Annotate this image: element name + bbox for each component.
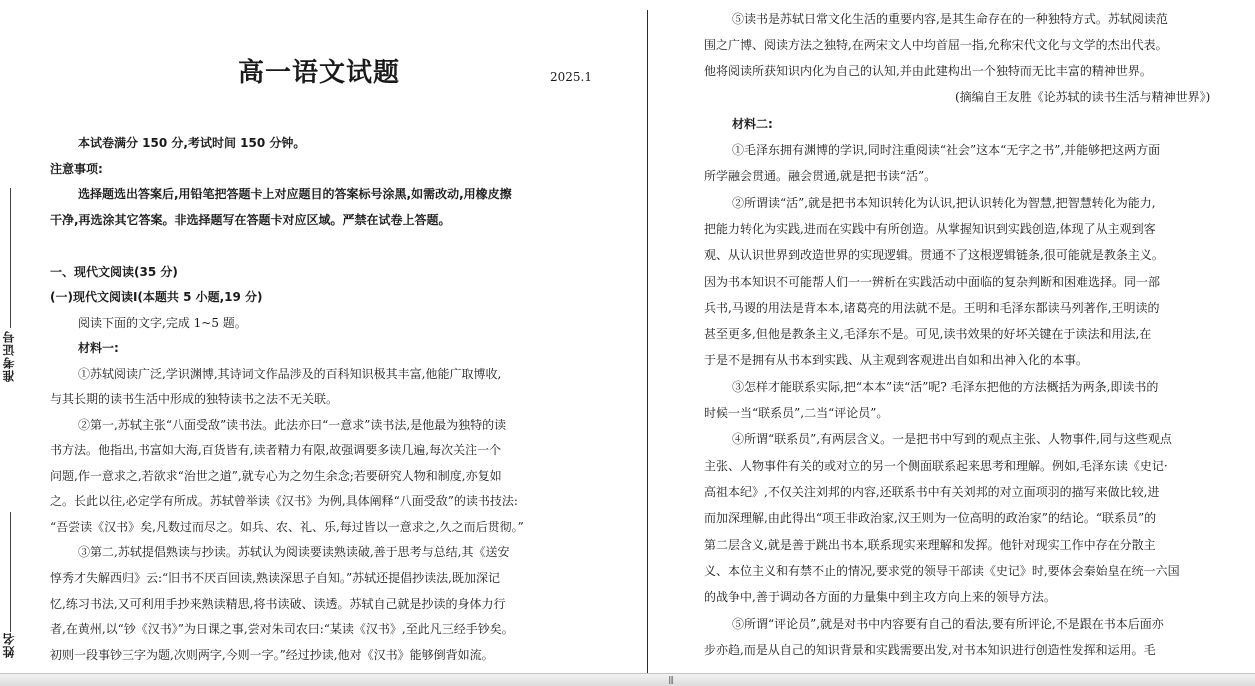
page-divider [647,10,648,673]
text-line: 所学融会贯通。融会贯通,就是把书读“活”。 [704,169,937,183]
notice-line: 干净,再选涂其它答案。非选择题写在答题卡对应区域。严禁在试卷上答题。 [50,213,451,227]
scrollbar-grip-icon[interactable]: ||| [668,675,674,684]
text-line: 的战争中,善于调动各方面的力量集中到主攻方向上来的领导方法。 [704,590,1056,604]
text-line: 义、本位主义和有禁不止的情况,要求党的领导干部读《史记》时,要体会秦始皇在统一六国 [704,564,1180,578]
score-line: 本试卷满分 150 分,考试时间 150 分钟。 [78,136,306,150]
name-label: 姓名 [2,632,16,658]
text-line: ⑤所谓“评论员”,就是对书中内容要有自己的看法,要有所评论,不是跟在书本后面亦 [732,617,1164,631]
text-line: ②第一,苏轼主张“八面受敌”读书法。此法亦曰“一意求”读书法,是他最为独特的读 [78,418,507,432]
text-line: 观、从认识世界到改造世界的实现逻辑。贯通不了这根逻辑链条,很可能就是教条主义。 [704,248,1164,262]
text-line: 而加深理解,由此得出“项王非政治家,汉王则为一位高明的政治家”的结论。“联系员”的 [704,511,1157,525]
exam-number-label: 准考证号 [2,330,16,382]
binding-divider [10,512,11,632]
exam-date: 2025.1 [550,70,592,84]
text-line: 于是不是拥有从书本到实践、从主观到客观进出自如和出神入化的本事。 [704,353,1089,367]
text-line: ①毛泽东拥有渊博的学识,同时注重阅读“社会”这本“无字之书”,并能够把这两方面 [732,143,1161,157]
section-heading: 一、现代文阅读(35 分) [50,265,178,279]
text-line: 忆,练习书法,又可利用手抄来熟读精思,将书读破、读透。苏轼自己就是抄读的身体力行 [50,597,506,611]
text-line: ①苏轼阅读广泛,学识渊博,其诗词文作品涉及的百科知识极其丰富,他能广取博收, [78,367,502,381]
text-line: ②所谓读“活”,就是把书本知识转化为认识,把认识转化为智慧,把智慧转化为能力, [732,196,1156,210]
text-line: 把能力转化为实践,进而在实践中有所创造。从掌握知识到实践创造,体现了从主观到客 [704,222,1156,236]
section-subheading: (一)现代文阅读Ⅰ(本题共 5 小题,19 分) [50,290,263,304]
text-line: 兵书,马谡的用法是背本本,诸葛亮的用法就不是。王明和毛泽东都读马列著作,王明读的 [704,301,1160,315]
text-line: ⑤读书是苏轼日常文化生活的重要内容,是其生命存在的一种独特方式。苏轼阅读范 [732,12,1168,26]
text-line: 惇秀才失解西归》云:“旧书不厌百回读,熟读深思子自知。”苏轼还提倡抄读法,既加深记 [50,571,500,585]
text-line: 步亦趋,而是从自己的知识背景和实践需要出发,对书本知识进行创造性发挥和运用。毛 [704,643,1156,657]
text-line: 者,在黄州,以“钞《汉书》”为日课之事,尝对朱司农曰:“某读《汉书》,至此凡三经手钞矣。 [50,622,514,636]
source-citation: (摘编自王友胜《论苏轼的读书生活与精神世界》) [955,90,1211,104]
material-heading: 材料二: [732,117,773,131]
reading-prompt: 阅读下面的文字,完成 1~5 题。 [78,316,247,330]
notice-line: 选择题选出答案后,用铅笔把答题卡上对应题目的答案标号涂黑,如需改动,用橡皮擦 [78,187,512,201]
material-heading: 材料一: [78,341,119,355]
text-line: “吾尝读《汉书》矣,凡数过而尽之。如兵、农、礼、乐,每过皆以一意求之,久之而后贯彻。” [50,520,524,534]
text-line: ③怎样才能联系实际,把“本本”读“活”呢? 毛泽东把他的方法概括为两条,即读书的 [732,380,1159,394]
text-line: 第二层含义,就是善于跳出书本,联系现实来理解和发挥。他针对现实工作中存在分散主 [704,538,1156,552]
right-page [650,0,1255,673]
text-line: ③第二,苏轼提倡熟读与抄读。苏轼认为阅读要读熟读破,善于思考与总结,其《送安 [78,545,510,559]
text-line: 书方法。他指出,书富如大海,百货皆有,读者精力有限,故强调要多读几遍,每次关注一个 [50,443,502,457]
text-line: 高祖本纪》,不仅关注刘邦的内容,还联系书中有关刘邦的对立面项羽的描写来做比较,进 [704,485,1160,499]
text-line: 围之广博、阅读方法之独特,在两宋文人中均首屈一指,允称宋代文化与文学的杰出代表。 [704,38,1168,52]
text-line: 与其长期的读书生活中形成的独特读书之法不无关联。 [50,392,339,406]
text-line: ④所谓“联系员”,有两层含义。一是把书中写到的观点主张、人物事件,同与这些观点 [732,432,1172,446]
text-line: 之。长此以往,必定学有所成。苏轼曾举读《汉书》为例,具体阐释“八面受敌”的读书技法: [50,494,518,508]
text-line: 时候一当“联系员”,二当“评论员”。 [704,406,889,420]
horizontal-scrollbar[interactable] [0,673,1255,686]
text-line: 初则一段事钞三字为题,次则两字,今则一字。”经过抄读,他对《汉书》能够倒背如流。 [50,648,494,662]
text-line: 因为书本知识不可能帮人们一一辨析在实践活动中面临的复杂判断和困难选择。同一部 [704,275,1161,289]
binding-divider [10,188,11,328]
text-line: 甚至更多,但他是教条主义,毛泽东不是。可见,读书效果的好坏关键在于读法和用法,在 [704,327,1152,341]
text-line: 他将阅读所获知识内化为自己的认知,并由此建构出一个独特而无比丰富的精神世界。 [704,64,1152,78]
page-title: 高一语文试题 [238,58,401,88]
notice-heading: 注意事项: [50,162,103,176]
text-line: 问题,作一意求之,若欲求“治世之道”,就专心为之勿生余念;若要研究人物和制度,亦复如 [50,469,502,483]
text-line: 主张、人物事件有关的或对立的另一个侧面联系起来思考和理解。例如,毛泽东读《史记· [704,459,1168,473]
